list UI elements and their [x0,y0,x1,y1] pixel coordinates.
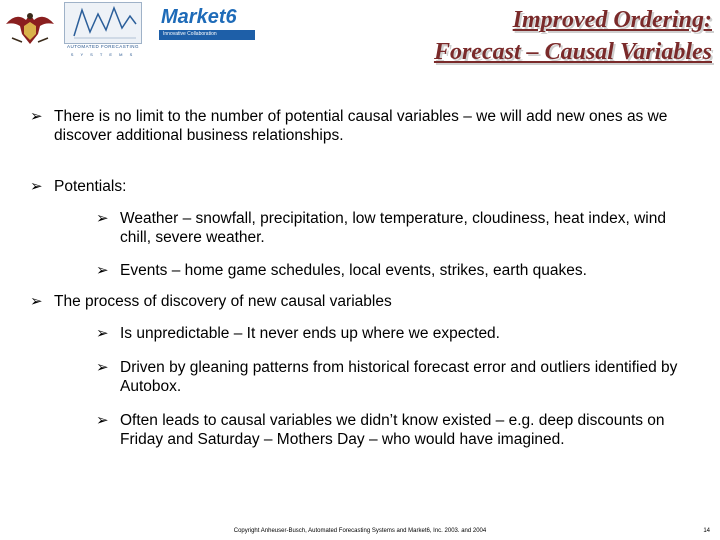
market6-logo-tagline: Innovative Collaboration [163,31,217,37]
bullet-text: Potentials: [54,178,127,195]
market6-logo [157,6,257,46]
bullet-item [30,177,694,196]
afs-logo-subtext: S Y S T E M S [70,52,136,57]
bullet-item [96,324,700,343]
automated-forecasting-logo [64,2,142,60]
logo-area [0,0,270,60]
bullet-text: Is unpredictable – It never ends up where we expected. [120,325,500,342]
arrow-bullet-icon: ➢ [96,210,109,227]
bullet-item [96,209,700,247]
arrow-bullet-icon: ➢ [96,262,109,279]
arrow-bullet-icon: ➢ [30,108,43,125]
bullet-text: Weather – snowfall, precipitation, low temperature, cloudiness, heat index, wind chill, severe weather. [120,210,666,246]
bullet-text: There is no limit to the number of potential causal variables – we will add new ones as we discover additional business relationships. [54,108,668,144]
bullet-item [96,358,700,396]
arrow-bullet-icon: ➢ [30,293,43,310]
bullet-item [96,261,700,280]
market6-logo-name: Market6 [161,6,237,28]
afs-logo-text: AUTOMATED FORECASTING [66,44,140,49]
page-title [332,4,712,68]
bullet-item [30,107,694,145]
arrow-bullet-icon: ➢ [30,178,43,195]
bullet-text: Events – home game schedules, local events, strikes, earth quakes. [120,262,587,279]
arrow-bullet-icon: ➢ [96,325,109,342]
bullet-item [96,411,700,449]
bullet-text: The process of discovery of new causal variables [54,293,392,310]
bullet-text: Often leads to causal variables we didn’t know existed – e.g. deep discounts on Friday and Saturday – Mothers Day – who would have imagined. [120,412,665,448]
anheuser-busch-eagle-logo [2,4,58,50]
forecast-graph-icon [64,2,142,44]
title-line-1: Improved Ordering: [512,7,712,33]
arrow-bullet-icon: ➢ [96,359,109,376]
bullet-item [30,292,694,311]
bullet-text: Driven by gleaning patterns from historical forecast error and outliers identified by Autobox. [120,359,678,395]
copyright-footer: Copyright Anheuser-Busch, Automated Forecasting Systems and Market6, Inc. 2003. and 2004 [233,528,487,534]
page-number: 14 [703,528,710,534]
arrow-bullet-icon: ➢ [96,412,109,429]
title-line-2: Forecast – Causal Variables [433,39,712,65]
